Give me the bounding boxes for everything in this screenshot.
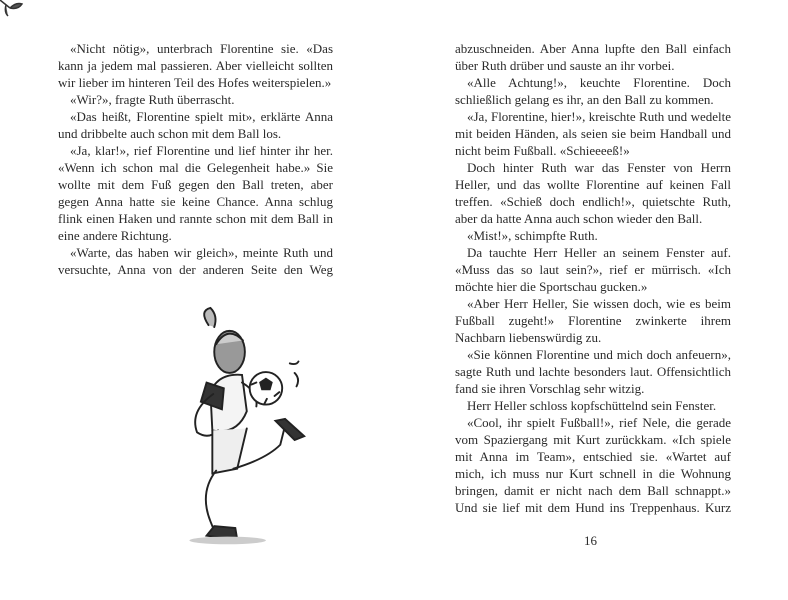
paragraph: «Das heißt, Florentine spielt mit», erklärte Anna und dribbelte auch schon mit dem Ball los. — [58, 109, 333, 141]
paragraph: «Alle Achtung!», keuchte Florentine. Doch schließlich gelang es ihr, an den Ball zu kommen. — [455, 75, 731, 107]
girl-playing-football-illustration — [150, 306, 334, 550]
paragraph: «Ja, klar!», rief Florentine und lief hinter ihr her. «Wenn ich schon mal die Gelegenheit habe.» Sie wollte mit dem Fuß gegen den Ball treten, aber gegen Anna hatte sie keine Chance. Anna schlug flink einen Haken und rannte schon mit dem Ball in eine andere Richtung. — [58, 143, 333, 243]
paragraph: abzuschneiden. Aber Anna lupfte den Ball einfach über Ruth drüber und sauste an ihr vorbei. — [455, 41, 731, 73]
right-page-text — [455, 40, 731, 516]
paragraph: Herr Heller schloss kopfschüttelnd sein Fenster. — [467, 398, 717, 413]
paragraph: «Aber Herr Heller, Sie wissen doch, wie es beim Fußball zugeht!» Florentine zwinkerte ihrem Nachbarn liebenswürdig zu. — [455, 296, 731, 345]
paragraph: «Mist!», schimpfte Ruth. — [467, 228, 598, 243]
paragraph: «Nicht nötig», unterbrach Florentine sie. «Das kann ja jedem mal passieren. Aber vielleicht sollten wir lieber im hinteren Teil des Hofes weiterspielen.» — [58, 41, 333, 90]
paragraph: «Wir?», fragte Ruth überrascht. — [70, 92, 235, 107]
paragraph: Doch hinter Ruth war das Fenster von Herrn Heller, und das wollte Florentine auf keinen Fall treffen. «Schieß doch endlich!», quietschte Ruth, aber da hatte Anna auch schon wieder den Ball. — [455, 160, 731, 226]
left-page-text — [58, 40, 333, 278]
paragraph: «Cool, ihr spielt Fußball!», rief Nele, die gerade vom Spaziergang mit Kurt zurückkam. «Ich spiele mit Anna im Team», entschied sie. «Wartet auf mich, ich muss nur Kurt schnell in die Wohnung bringen, damit er nicht nach dem Ball schnappt.» Und sie lief mit dem Hund ins Treppenhaus. Kurz — [455, 415, 731, 515]
page-number: 16 — [584, 533, 597, 548]
paragraph: «Ja, Florentine, hier!», kreischte Ruth und wedelte mit beiden Händen, als seien sie beim Handball und nicht beim Fußball. «Schieeeeß!» — [455, 109, 731, 158]
leaf-ornament-icon — [0, 0, 24, 18]
paragraph: «Sie können Florentine und mich doch anfeuern», sagte Ruth und lachte besonders laut. Offensichtlich fand sie ihren Vorschlag sehr witzig. — [455, 347, 731, 396]
paragraph: «Warte, das haben wir gleich», meinte Ruth und versuchte, Anna von der anderen Seite den Weg — [58, 245, 333, 277]
paragraph: Da tauchte Herr Heller an seinem Fenster auf. «Muss das so laut sein?», rief er mürrisch. «Ich möchte hier die Sportschau gucken.» — [455, 245, 731, 294]
